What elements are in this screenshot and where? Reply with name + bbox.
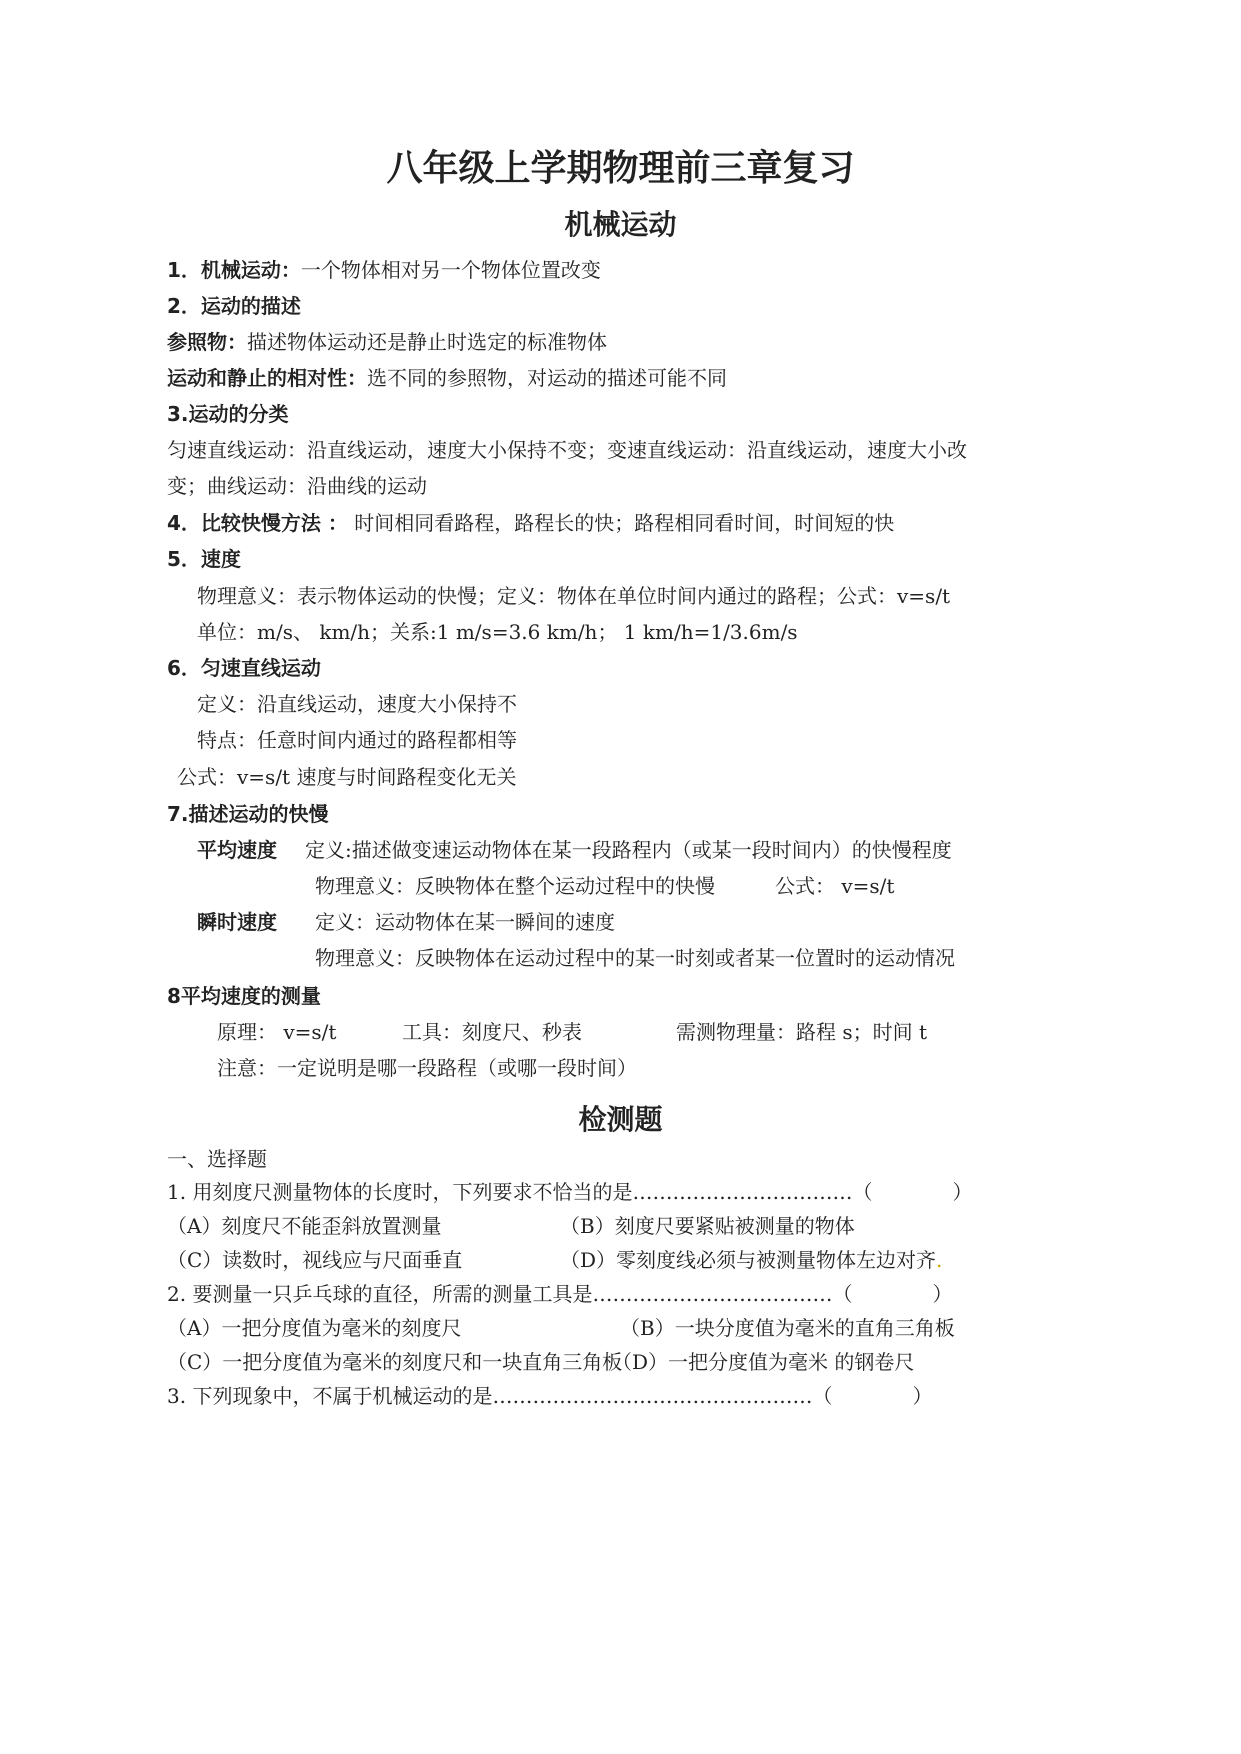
question-1-option-d-text: （D）零刻度线必须与被测量物体左边对齐 (560, 1248, 937, 1272)
item-3-head: 3.运动的分类 (167, 402, 289, 426)
item-5-line2: 单位：m/s、 km/h；关系:1 m/s=3.6 km/h； 1 km/h=1/3.6m/s (197, 620, 798, 644)
question-1-option-b: （B）刻度尺要紧贴被测量的物体 (560, 1214, 855, 1238)
item-1-text: 一个物体相对另一个物体位置改变 (300, 258, 601, 282)
average-speed-label: 平均速度 (197, 838, 277, 862)
quiz-part-choice: 一、选择题 (167, 1147, 267, 1171)
average-speed-definition: 定义:描述做变速运动物体在某一段路程内（或某一段时间内）的快慢程度 (305, 838, 952, 862)
page-title: 八年级上学期物理前三章复习 (386, 148, 855, 189)
instant-speed-label: 瞬时速度 (197, 910, 277, 934)
instant-speed-meaning: 物理意义：反映物体在运动过程中的某一时刻或者某一位置时的运动情况 (315, 946, 955, 970)
measurement-tools: 工具：刻度尺、秒表 (402, 1020, 582, 1044)
item-1-head: 1．机械运动： (167, 258, 301, 282)
section-title-mechanical-motion: 机械运动 (564, 208, 677, 241)
reference-object-text: 描述物体运动还是静止时选定的标准物体 (247, 330, 607, 354)
question-1-paren-open: （ (852, 1180, 873, 1204)
question-3-paren-close: ） (912, 1384, 933, 1408)
item-5-line1: 物理意义：表示物体运动的快慢；定义：物体在单位时间内通过的路程；公式：v=s/t (197, 584, 951, 608)
stray-dot: . (936, 1248, 943, 1272)
relativity-head: 运动和静止的相对性： (167, 366, 367, 390)
instant-speed-definition: 定义：运动物体在某一瞬间的速度 (315, 910, 615, 934)
quiz-title: 检测题 (578, 1103, 663, 1136)
item-4-text: 时间相同看路程，路程长的快；路程相同看时间，时间短的快 (347, 511, 895, 535)
measurement-quantities: 需测物理量：路程 s；时间 t (676, 1020, 928, 1044)
item-5-head: 5．速度 (167, 547, 241, 571)
question-2-stem: 2. 要测量一只乒乓球的直径，所需的测量工具是……………………………… (167, 1282, 833, 1306)
question-1-option-a: （A）刻度尺不能歪斜放置测量 (167, 1214, 442, 1238)
item-3-line2: 变；曲线运动：沿曲线的运动 (167, 474, 427, 498)
question-1-stem: 1. 用刻度尺测量物体的长度时，下列要求不恰当的是…………………………… (167, 1180, 853, 1204)
question-3-paren-open: （ (812, 1384, 833, 1408)
question-3 (167, 1382, 932, 1410)
measurement-note: 注意：一定说明是哪一段路程（或哪一段时间） (217, 1056, 637, 1080)
relativity-text: 选不同的参照物，对运动的描述可能不同 (367, 366, 727, 390)
item-6-line3: 公式：v=s/t 速度与时间路程变化无关 (177, 765, 517, 789)
question-1-paren-close: ） (952, 1180, 973, 1204)
item-2-head: 2．运动的描述 (167, 294, 301, 318)
item-3-line1: 匀速直线运动：沿直线运动，速度大小保持不变；变速直线运动：沿直线运动，速度大小改 (167, 438, 967, 462)
question-2 (167, 1280, 952, 1308)
reference-object-head: 参照物： (167, 330, 247, 354)
question-1 (167, 1178, 972, 1206)
question-2-option-c: （C）一把分度值为毫米的刻度尺和一块直角三角板 (167, 1350, 623, 1374)
average-speed-formula: 公式： v=s/t (775, 874, 895, 898)
question-3-stem: 3. 下列现象中，不属于机械运动的是………………………………………… (167, 1384, 813, 1408)
question-1-option-c: （C）读数时，视线应与尺面垂直 (167, 1248, 463, 1272)
average-speed-meaning: 物理意义：反映物体在整个运动过程中的快慢 (315, 874, 715, 898)
question-2-option-d: （D）一把分度值为毫米 的钢卷尺 (612, 1350, 915, 1374)
reference-object (167, 328, 607, 356)
item-1 (167, 256, 601, 284)
measurement-principle: 原理： v=s/t (217, 1020, 337, 1044)
relativity (167, 364, 727, 392)
item-6-line2: 特点：任意时间内通过的路程都相等 (197, 728, 517, 752)
question-2-option-a: （A）一把分度值为毫米的刻度尺 (167, 1316, 462, 1340)
question-2-option-b: （B）一块分度值为毫米的直角三角板 (620, 1316, 955, 1340)
question-2-paren-open: （ (832, 1282, 853, 1306)
item-4 (167, 509, 894, 537)
item-8-head: 8平均速度的测量 (167, 984, 321, 1008)
item-4-head: 4．比较快慢方法 ： (167, 511, 348, 535)
question-2-paren-close: ） (932, 1282, 953, 1306)
item-7-head: 7.描述运动的快慢 (167, 802, 329, 826)
question-1-option-d (560, 1246, 942, 1274)
item-6-line1: 定义：沿直线运动，速度大小保持不 (197, 692, 517, 716)
item-6-head: 6．匀速直线运动 (167, 656, 321, 680)
